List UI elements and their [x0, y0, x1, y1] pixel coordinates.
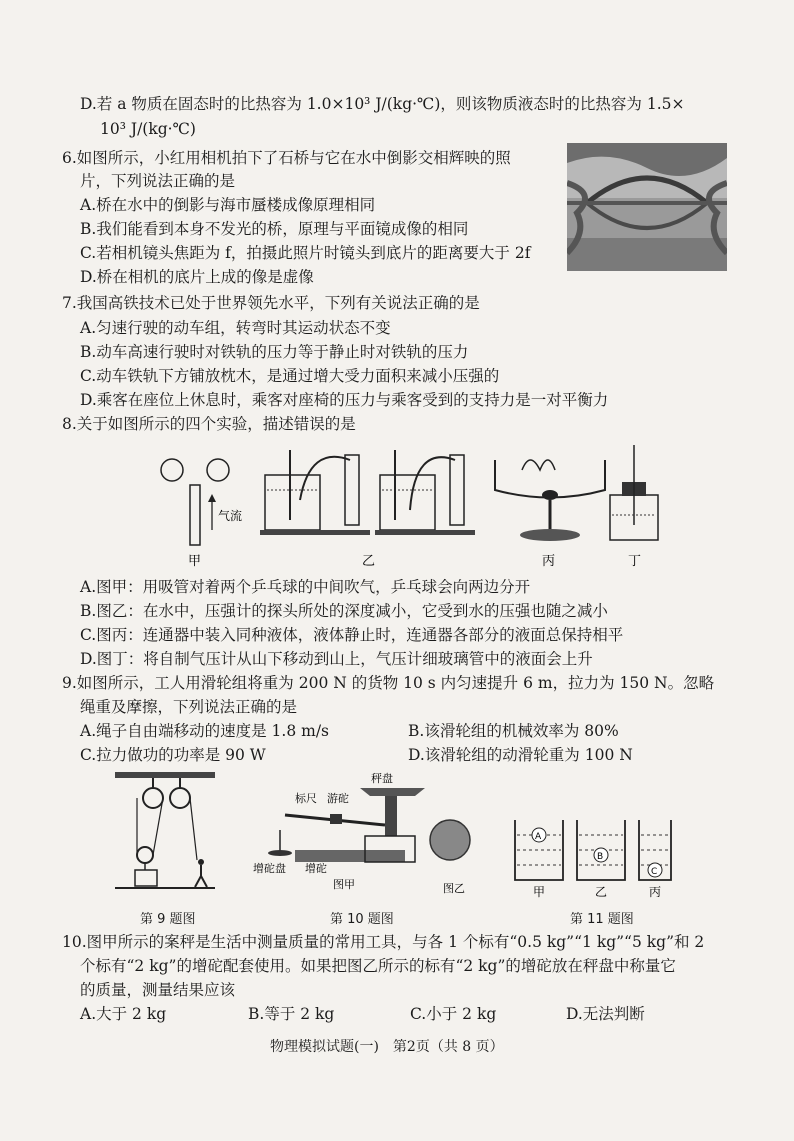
q8-option-a: A.图甲：用吸管对着两个乒乓球的中间吹气，乒乓球会向两边分开 — [80, 578, 531, 596]
q8-option-b: B.图乙：在水中，压强计的探头所处的深度减小，它受到水的压强也随之减小 — [80, 602, 608, 620]
q6-option-c: C.若相机镜头焦距为 f，拍摄此照片时镜头到底片的距离要大于 2f — [80, 244, 531, 262]
q7-option-d: D.乘客在座位上休息时，乘客对座椅的压力与乘客受到的支持力是一对平衡力 — [80, 391, 609, 409]
label-fig-a: 图甲 — [333, 878, 355, 891]
q6-option-d: D.桥在相机的底片上成的像是虚像 — [80, 268, 314, 286]
bridge-reflection-photo — [567, 143, 727, 271]
q10-stem-line3: 的质量，测量结果应该 — [80, 981, 236, 999]
fig-q11-beakers — [515, 820, 671, 899]
q8-figures — [150, 440, 670, 570]
q11-label-yi: 乙 — [595, 885, 608, 899]
page-footer: 物理模拟试题(一) 第2页（共 8 页） — [270, 1039, 504, 1055]
q9-option-c: C.拉力做功的功率是 90 W — [80, 746, 266, 764]
fig-bing-connected-vessels — [495, 460, 605, 569]
q10-option-b: B.等于 2 kg — [248, 1005, 335, 1023]
fig-yi-manometers — [260, 450, 475, 569]
label-weight: 增砣 — [305, 862, 327, 875]
fig-ding-barometer — [610, 445, 658, 569]
label-slider: 游砣 — [327, 792, 349, 805]
q9-option-d: D.该滑轮组的动滑轮重为 100 N — [408, 746, 633, 764]
caption-q11: 第 11 题图 — [570, 912, 634, 927]
q7-stem: 7.我国高铁技术已处于世界领先水平，下列有关说法正确的是 — [62, 294, 480, 312]
q6-stem-line1: 6.如图所示，小红用相机拍下了石桥与它在水中倒影交相辉映的照 — [62, 149, 511, 167]
q10-option-c: C.小于 2 kg — [410, 1005, 497, 1023]
q10-stem-line2: 个标有“2 kg”的增砣配套使用。如果把图乙所示的标有“2 kg”的增砣放在秤盘中称量它 — [80, 957, 676, 975]
q9-option-a: A.绳子自由端移动的速度是 1.8 m/s — [80, 722, 329, 740]
q5-option-d-line1: D.若 a 物质在固态时的比热容为 1.0×10³ J/(kg·℃)，则该物质液态时的比热容为 1.5× — [80, 95, 685, 113]
fig-label-ding: 丁 — [628, 554, 642, 569]
q11-label-jia: 甲 — [533, 885, 546, 899]
label-weight-pan: 增砣盘 — [253, 862, 286, 875]
q9-stem-line1: 9.如图所示，工人用滑轮组将重为 200 N 的货物 10 s 内匀速提升 6 m，拉力为 150 N。忽略 — [62, 674, 715, 692]
ball-c: C — [651, 867, 658, 877]
caption-q10: 第 10 题图 — [330, 912, 394, 927]
q9-stem-line2: 绳重及摩擦，下列说法正确的是 — [80, 698, 298, 716]
q7-option-c: C.动车铁轨下方铺放枕木，是通过增大受力面积来减小压强的 — [80, 367, 500, 385]
label-ruler: 标尺 — [295, 792, 317, 805]
q6-option-b: B.我们能看到本身不发光的桥，原理与平面镜成像的相同 — [80, 220, 469, 238]
q6-stem-line2: 片，下列说法正确的是 — [80, 172, 236, 190]
figures-row — [115, 770, 675, 900]
label-pan: 秤盘 — [371, 772, 393, 785]
q7-option-a: A.匀速行驶的动车组，转弯时其运动状态不变 — [80, 319, 391, 337]
q11-label-bing: 丙 — [649, 885, 662, 899]
fig-q10-scale — [253, 771, 470, 895]
q5-option-d-line2: 10³ J/(kg·℃) — [100, 120, 196, 138]
fig-label-yi: 乙 — [362, 554, 376, 569]
label-fig-b: 图乙 — [443, 882, 465, 895]
q8-option-d: D.图丁：将自制气压计从山下移动到山上，气压计细玻璃管中的液面会上升 — [80, 650, 593, 668]
q10-stem-line1: 10.图甲所示的案秤是生活中测量质量的常用工具，与各 1 个标有“0.5 kg”“1 kg”“5 kg”和 2 — [62, 933, 705, 951]
q10-option-d: D.无法判断 — [566, 1005, 645, 1023]
fig-label-bing: 丙 — [542, 554, 556, 569]
fig-jia-pingpong — [161, 459, 242, 569]
fig-label-jia: 甲 — [188, 554, 202, 569]
q10-option-a: A.大于 2 kg — [80, 1005, 167, 1023]
caption-q9: 第 9 题图 — [140, 912, 196, 927]
fig-q9-pulley — [115, 772, 215, 888]
q7-option-b: B.动车高速行驶时对铁轨的压力等于静止时对铁轨的压力 — [80, 343, 469, 361]
q8-option-c: C.图丙：连通器中装入同种液体，液体静止时，连通器各部分的液面总保持相平 — [80, 626, 624, 644]
q6-option-a: A.桥在水中的倒影与海市蜃楼成像原理相同 — [80, 196, 376, 214]
q9-option-b: B.该滑轮组的机械效率为 80% — [408, 722, 619, 740]
ball-a: A — [535, 832, 542, 842]
airflow-label: 气流 — [218, 509, 243, 523]
ball-b: B — [597, 852, 604, 862]
q8-stem: 8.关于如图所示的四个实验，描述错误的是 — [62, 415, 356, 433]
